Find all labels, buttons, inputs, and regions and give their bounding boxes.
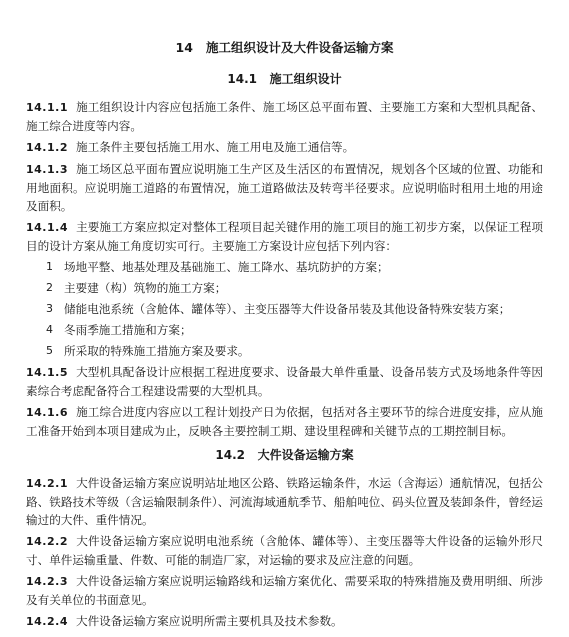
section-number: 14.1 [227, 72, 258, 86]
list-item [26, 279, 543, 297]
section-14-1-body [26, 98, 543, 440]
list-item-text: 冬雨季施工措施和方案； [64, 323, 192, 337]
clause-14-1-5 [26, 363, 543, 400]
clause-text: 施工组织设计内容应包括施工条件、施工场区总平面布置、主要施工方案和大型机具配备、施工综合进度等内容。 [26, 100, 543, 133]
clause-number: 14.1.4 [26, 221, 68, 234]
clause-text: 大件设备运输方案应说明站址地区公路、铁路运输条件，水运（含海运）通航情况，包括公路、铁路技术等级（含运输限制条件）、河流海域通航季节、船舶吨位、码头位置及装卸条件，曾经运输过的大件、重件情况。 [26, 476, 543, 527]
clause-14-2-1 [26, 474, 543, 529]
chapter-title [26, 0, 543, 58]
clause-14-2-4 [26, 612, 543, 631]
clause-14-1-2 [26, 138, 543, 157]
section-title-text: 施工组织设计 [269, 72, 342, 86]
section-number: 14.2 [215, 448, 246, 462]
list-item-number: 1 [46, 260, 53, 273]
clause-number: 14.1.6 [26, 406, 68, 419]
clause-number: 14.2.2 [26, 535, 68, 548]
clause-text: 大件设备运输方案应说明所需主要机具及技术参数。 [75, 614, 343, 628]
list-item-text: 所采取的特殊施工措施方案及要求。 [64, 344, 250, 358]
clause-number: 14.1.1 [26, 101, 68, 114]
clause-14-1-1 [26, 98, 543, 135]
clause-text: 大件设备运输方案应说明电池系统（含舱体、罐体等）、主变压器等大件设备的运输外形尺寸、单件运输重量、件数、可能的制造厂家，对运输的要求及应注意的问题。 [26, 534, 543, 567]
clause-14-2-2 [26, 532, 543, 569]
clause-number: 14.1.5 [26, 366, 68, 379]
list-item [26, 321, 543, 339]
section-title-text: 大件设备运输方案 [257, 448, 354, 462]
list-item-number: 2 [46, 281, 53, 294]
list-item-number: 5 [46, 344, 53, 357]
clause-14-1-3 [26, 160, 543, 215]
clause-text: 主要施工方案应拟定对整体工程项目起关键作用的施工项目的施工初步方案，以保证工程项目的设计方案从施工角度切实可行。主要施工方案设计应包括下列内容： [26, 220, 543, 253]
clause-number: 14.2.1 [26, 477, 68, 490]
list-item [26, 342, 543, 360]
clause-number: 14.2.4 [26, 615, 68, 628]
list-item-number: 3 [46, 302, 53, 315]
list-item-text: 储能电池系统（含舱体、罐体等）、主变压器等大件设备吊装及其他设备特殊安装方案； [64, 302, 511, 316]
list-item-text: 场地平整、地基处理及基础施工、施工降水、基坑防护的方案； [64, 260, 389, 274]
clause-14-1-4 [26, 218, 543, 255]
clause-number: 14.2.3 [26, 575, 68, 588]
section-title-14-1 [26, 70, 543, 88]
list-item [26, 300, 543, 318]
construction-plan-list [26, 258, 543, 360]
clause-text: 施工综合进度内容应以工程计划投产日为依据，包括对各主要环节的综合进度安排，应从施工准备开始到本项目建成为止，反映各主要控制工期、建设里程碑和关键节点的工期控制目标。 [26, 405, 543, 438]
clause-number: 14.1.3 [26, 163, 68, 176]
clause-14-1-6 [26, 403, 543, 440]
clause-number: 14.1.2 [26, 141, 68, 154]
clause-14-2-3 [26, 572, 543, 609]
clause-text: 大型机具配备设计应根据工程进度要求、设备最大单件重量、设备吊装方式及场地条件等因素综合考虑配备符合工程建设需要的大型机具。 [26, 365, 543, 398]
section-14-2-body [26, 474, 543, 631]
clause-text: 施工场区总平面布置应说明施工生产区及生活区的布置情况，规划各个区域的位置、功能和用地面积。应说明施工道路的布置情况，施工道路做法及转弯半径要求。应说明临时租用土地的用途及面积。 [26, 162, 543, 213]
clause-text: 大件设备运输方案应说明运输路线和运输方案优化、需要采取的特殊措施及费用明细、所涉及有关单位的书面意见。 [26, 574, 543, 607]
section-title-14-2 [26, 446, 543, 464]
chapter-number: 14 [175, 40, 193, 55]
list-item-number: 4 [46, 323, 53, 336]
clause-text: 施工条件主要包括施工用水、施工用电及施工通信等。 [75, 140, 355, 154]
list-item-text: 主要建（构）筑物的施工方案； [64, 281, 227, 295]
chapter-title-text: 施工组织设计及大件设备运输方案 [205, 40, 394, 55]
list-item [26, 258, 543, 276]
